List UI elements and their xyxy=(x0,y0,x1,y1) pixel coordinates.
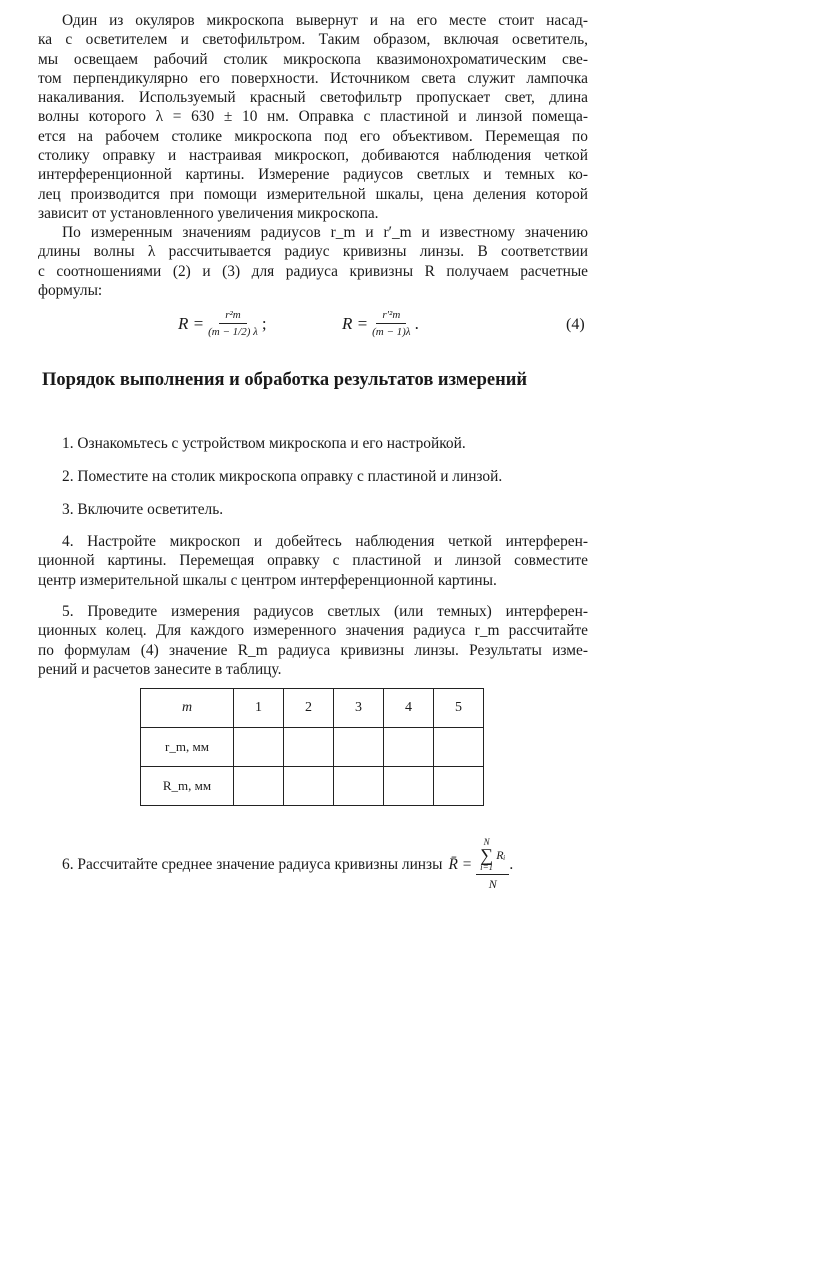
table-column-header: 2 xyxy=(284,689,334,728)
mean-formula xyxy=(476,838,509,892)
fraction-denominator: (m − 1/2) λ xyxy=(208,326,258,338)
text-line: 1. Ознакомьтесь с устройством микроскопа и его настройкой. xyxy=(62,435,466,452)
formula-r-light xyxy=(178,309,267,338)
sum-upper-limit: N xyxy=(483,837,490,847)
second-paragraph xyxy=(38,223,588,300)
formula-end: . xyxy=(414,313,419,333)
text-line: рений и расчетов занесите в таблицу. xyxy=(38,660,282,678)
table-cell xyxy=(284,728,334,767)
fraction-numerator: r²m xyxy=(219,309,247,324)
text-line: ционных колец. Для каждого измеренного значения радиуса r_m рассчитайте xyxy=(38,622,588,640)
table-header-row xyxy=(141,689,484,728)
sum-lower-limit: i=1 xyxy=(480,862,494,872)
step6-lhs: R̄ = xyxy=(448,856,473,873)
text-line: формулы: xyxy=(38,281,103,299)
fraction-denominator: (m − 1)λ xyxy=(372,326,411,338)
text-line: ется на рабочем столике микроскопа под его объективом. Перемещая по xyxy=(38,127,588,145)
step-5 xyxy=(38,602,588,679)
text-line: 4. Настройте микроскоп и добейтесь наблюдения четкой интерферен- xyxy=(62,533,588,550)
sum-symbol xyxy=(480,838,493,872)
text-line: длины волны λ рассчитывается радиус кривизны линзы. В соответствии xyxy=(38,243,588,261)
formula-fraction xyxy=(372,309,410,338)
mean-denominator: N xyxy=(488,877,497,891)
text-line: волны которого λ = 630 ± 10 нм. Оправка с пластиной и линзой помеща- xyxy=(38,108,588,126)
step-2 xyxy=(38,467,588,486)
text-line: зависит от установленного увеличения микроскопа. xyxy=(38,204,379,222)
step-4 xyxy=(38,532,588,590)
step-6 xyxy=(62,838,513,892)
fraction-numerator: r′²m xyxy=(376,309,406,324)
table-cell xyxy=(284,767,334,806)
table-header-label: m xyxy=(141,689,234,728)
table-column-header: 5 xyxy=(434,689,484,728)
text-line: ционной картины. Перемещая оправку с пластиной и линзой совместите xyxy=(38,552,588,570)
sum-term: Rᵢ xyxy=(496,847,506,862)
text-line: интерференционной картины. Измерение радиусов светлых и темных ко- xyxy=(38,166,588,184)
formula-separator: ; xyxy=(261,313,267,333)
table-cell xyxy=(434,728,484,767)
table-row xyxy=(141,728,484,767)
table-cell xyxy=(384,728,434,767)
formula-4 xyxy=(0,303,816,353)
text-line: центр измерительной шкалы с центром интерференционной картины. xyxy=(38,571,497,589)
step6-end: . xyxy=(509,856,514,873)
table-cell xyxy=(234,728,284,767)
formula-lhs: R = xyxy=(178,313,205,333)
text-line: лец производится при помощи измерительной шкалы, цена деления которой xyxy=(38,185,588,203)
text-line: столику оправку и настраивая микроскоп, добиваются наблюдения четкой xyxy=(38,147,588,165)
text-line: 3. Включите осветитель. xyxy=(62,501,224,518)
sigma-icon: ∑ xyxy=(480,845,494,865)
text-line: по формулам (4) значение R_m радиуса кривизны линзы. Результаты изме- xyxy=(38,641,588,659)
table-cell xyxy=(334,728,384,767)
text-line: том перпендикулярно его поверхности. Источником света служит лампочка xyxy=(38,69,588,87)
step-1 xyxy=(38,434,588,453)
text-line: 2. Поместите на столик микроскопа оправку с пластиной и линзой. xyxy=(62,468,503,485)
table-column-header: 1 xyxy=(234,689,284,728)
table-row-label: R_m, мм xyxy=(141,767,234,806)
table-cell xyxy=(384,767,434,806)
text-line: По измеренным значениям радиусов r_m и r′_m и известному значению xyxy=(62,224,588,241)
formula-lhs: R = xyxy=(342,313,369,333)
table-cell xyxy=(434,767,484,806)
text-line: мы освещаем рабочий столик микроскопа квазимонохроматическим све- xyxy=(38,50,588,68)
results-table xyxy=(140,688,484,806)
step6-text: 6. Рассчитайте среднее значение радиуса кривизны линзы xyxy=(62,856,443,873)
table-row xyxy=(141,767,484,806)
text-line: Один из окуляров микроскопа вывернут и на его месте стоит насад- xyxy=(62,12,588,29)
table-column-header: 4 xyxy=(384,689,434,728)
text-line: 5. Проведите измерения радиусов светлых (или темных) интерферен- xyxy=(62,603,588,620)
formula-r-dark xyxy=(342,309,419,338)
formula-fraction xyxy=(208,309,258,338)
table-cell xyxy=(234,767,284,806)
section-heading: Порядок выполнения и обработка результатов измерений xyxy=(42,370,528,390)
mean-numerator xyxy=(476,838,509,875)
equation-number: (4) xyxy=(566,316,585,333)
intro-paragraph xyxy=(38,11,588,223)
step-3 xyxy=(38,500,588,519)
table-row-label: r_m, мм xyxy=(141,728,234,767)
text-line: с соотношениями (2) и (3) для радиуса кривизны R получаем расчетные xyxy=(38,262,588,280)
table-column-header: 3 xyxy=(334,689,384,728)
text-line: ка с осветителем и светофильтром. Таким образом, включая осветитель, xyxy=(38,31,588,49)
text-line: накаливания. Используемый красный светофильтр пропускает свет, длина xyxy=(38,89,588,107)
table-cell xyxy=(334,767,384,806)
